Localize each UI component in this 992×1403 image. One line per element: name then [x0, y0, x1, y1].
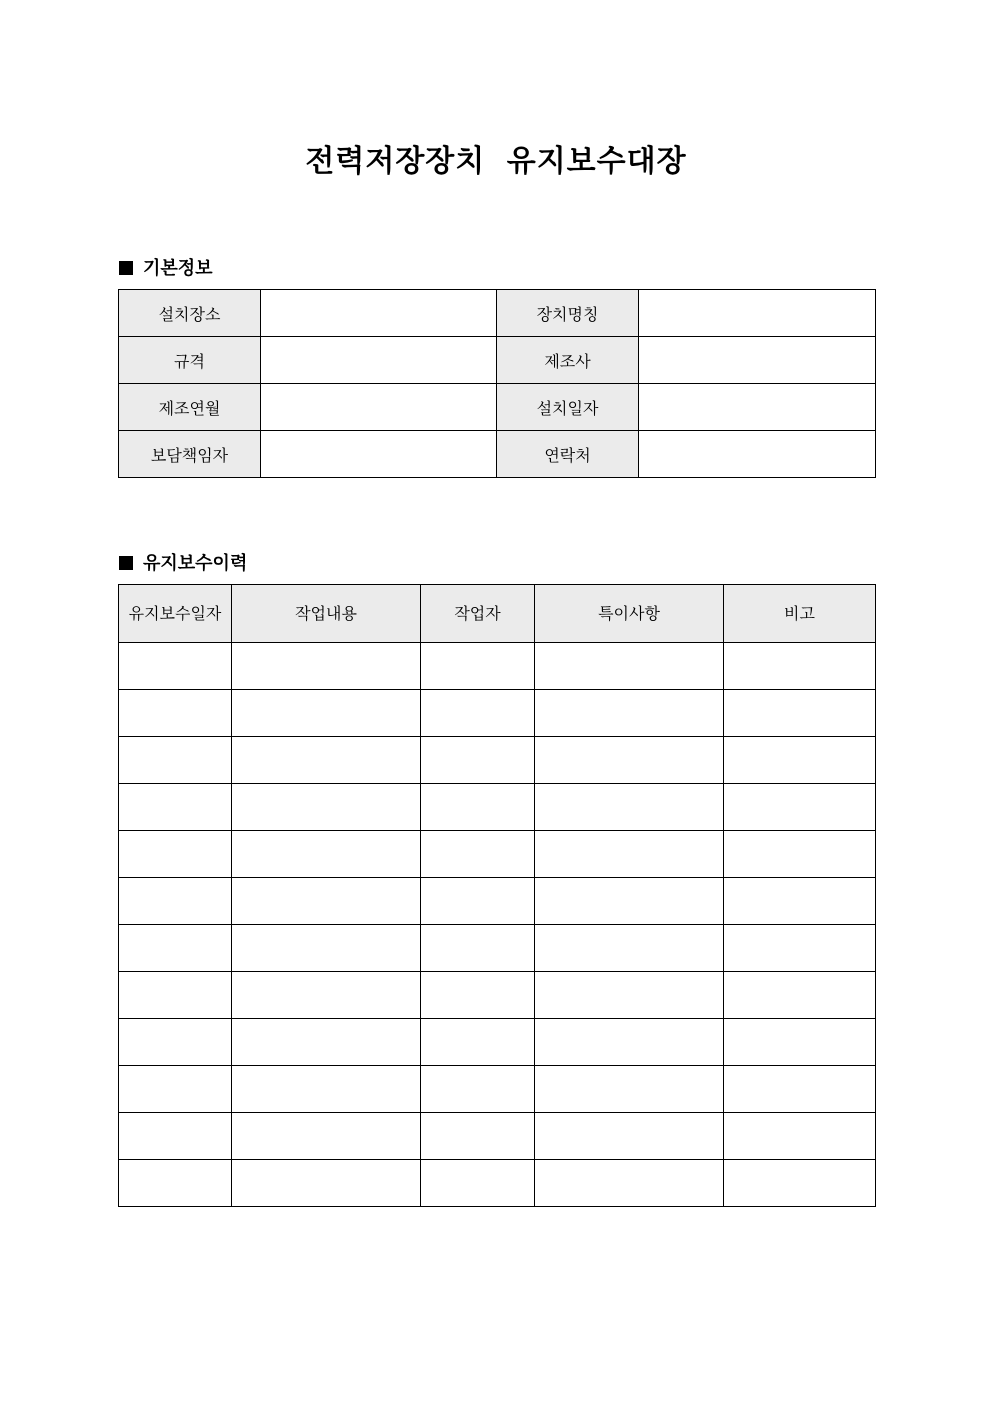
maintenance-history-heading-text: 유지보수이력 [143, 553, 248, 574]
table-row [119, 643, 876, 690]
table-cell-input[interactable] [535, 643, 724, 690]
table-cell-input[interactable] [232, 972, 421, 1019]
table-cell-input[interactable] [421, 1160, 535, 1207]
table-header-row [119, 585, 876, 643]
maintenance-history-heading [119, 549, 247, 575]
table-cell-input[interactable] [535, 690, 724, 737]
table-cell-input[interactable] [119, 1019, 232, 1066]
table-cell-input[interactable] [232, 1113, 421, 1160]
table-cell-input[interactable] [724, 737, 876, 784]
basic-info-heading [119, 254, 213, 280]
table-cell-input[interactable] [119, 831, 232, 878]
basic-info-row [119, 384, 876, 431]
field-label: 장치명칭 [497, 290, 639, 337]
table-row [119, 831, 876, 878]
table-cell-input[interactable] [535, 925, 724, 972]
basic-info-heading-text: 기본정보 [143, 258, 213, 279]
table-row [119, 1066, 876, 1113]
field-label: 연락처 [497, 431, 639, 478]
maintenance-history-table [118, 584, 876, 1207]
table-cell-input[interactable] [535, 972, 724, 1019]
table-cell-input[interactable] [119, 690, 232, 737]
table-cell-input[interactable] [724, 1160, 876, 1207]
table-cell-input[interactable] [421, 643, 535, 690]
table-cell-input[interactable] [535, 1066, 724, 1113]
field-label: 규격 [119, 337, 261, 384]
table-cell-input[interactable] [232, 1160, 421, 1207]
table-cell-input[interactable] [119, 1066, 232, 1113]
column-header: 유지보수일자 [119, 585, 232, 643]
field-label: 보담책임자 [119, 431, 261, 478]
table-cell-input[interactable] [421, 1019, 535, 1066]
table-cell-input[interactable] [724, 1066, 876, 1113]
field-label: 설치장소 [119, 290, 261, 337]
table-cell-input[interactable] [119, 1113, 232, 1160]
table-cell-input[interactable] [535, 1113, 724, 1160]
table-cell-input[interactable] [119, 972, 232, 1019]
table-cell-input[interactable] [724, 878, 876, 925]
field-value-input[interactable] [261, 431, 497, 478]
field-value-input[interactable] [639, 431, 876, 478]
field-value-input[interactable] [261, 290, 497, 337]
table-cell-input[interactable] [232, 1019, 421, 1066]
column-header: 작업내용 [232, 585, 421, 643]
table-cell-input[interactable] [232, 878, 421, 925]
table-cell-input[interactable] [119, 878, 232, 925]
field-label: 제조사 [497, 337, 639, 384]
table-cell-input[interactable] [119, 643, 232, 690]
table-cell-input[interactable] [421, 831, 535, 878]
basic-info-row [119, 290, 876, 337]
table-cell-input[interactable] [421, 878, 535, 925]
table-cell-input[interactable] [421, 690, 535, 737]
table-cell-input[interactable] [535, 1160, 724, 1207]
table-cell-input[interactable] [535, 1019, 724, 1066]
table-row [119, 878, 876, 925]
square-bullet-icon [119, 556, 133, 570]
column-header: 특이사항 [535, 585, 724, 643]
table-row [119, 1113, 876, 1160]
basic-info-row [119, 431, 876, 478]
column-header: 작업자 [421, 585, 535, 643]
field-value-input[interactable] [639, 290, 876, 337]
table-cell-input[interactable] [535, 878, 724, 925]
table-row [119, 737, 876, 784]
table-cell-input[interactable] [724, 1019, 876, 1066]
field-value-input[interactable] [639, 337, 876, 384]
table-cell-input[interactable] [421, 784, 535, 831]
field-value-input[interactable] [261, 384, 497, 431]
table-row [119, 1160, 876, 1207]
table-row [119, 972, 876, 1019]
table-cell-input[interactable] [535, 831, 724, 878]
field-value-input[interactable] [639, 384, 876, 431]
basic-info-table [118, 289, 876, 478]
column-header: 비고 [724, 585, 876, 643]
table-row [119, 925, 876, 972]
table-cell-input[interactable] [724, 784, 876, 831]
table-cell-input[interactable] [232, 1066, 421, 1113]
table-cell-input[interactable] [724, 1113, 876, 1160]
table-cell-input[interactable] [232, 643, 421, 690]
table-cell-input[interactable] [724, 690, 876, 737]
table-cell-input[interactable] [232, 925, 421, 972]
table-cell-input[interactable] [724, 643, 876, 690]
table-cell-input[interactable] [119, 784, 232, 831]
field-label: 제조연월 [119, 384, 261, 431]
table-cell-input[interactable] [232, 690, 421, 737]
table-cell-input[interactable] [421, 925, 535, 972]
field-value-input[interactable] [261, 337, 497, 384]
field-label: 설치일자 [497, 384, 639, 431]
table-cell-input[interactable] [119, 1160, 232, 1207]
table-cell-input[interactable] [421, 972, 535, 1019]
table-cell-input[interactable] [724, 831, 876, 878]
table-cell-input[interactable] [421, 1113, 535, 1160]
basic-info-row [119, 337, 876, 384]
table-cell-input[interactable] [421, 1066, 535, 1113]
table-cell-input[interactable] [232, 784, 421, 831]
table-cell-input[interactable] [535, 784, 724, 831]
page-title: 전력저장장치 유지보수대장 [305, 144, 687, 179]
square-bullet-icon [119, 261, 133, 275]
table-cell-input[interactable] [535, 737, 724, 784]
table-cell-input[interactable] [119, 925, 232, 972]
table-cell-input[interactable] [232, 737, 421, 784]
table-row [119, 784, 876, 831]
table-row [119, 690, 876, 737]
table-cell-input[interactable] [724, 972, 876, 1019]
table-cell-input[interactable] [232, 831, 421, 878]
table-cell-input[interactable] [421, 737, 535, 784]
table-cell-input[interactable] [724, 925, 876, 972]
table-cell-input[interactable] [119, 737, 232, 784]
table-row [119, 1019, 876, 1066]
